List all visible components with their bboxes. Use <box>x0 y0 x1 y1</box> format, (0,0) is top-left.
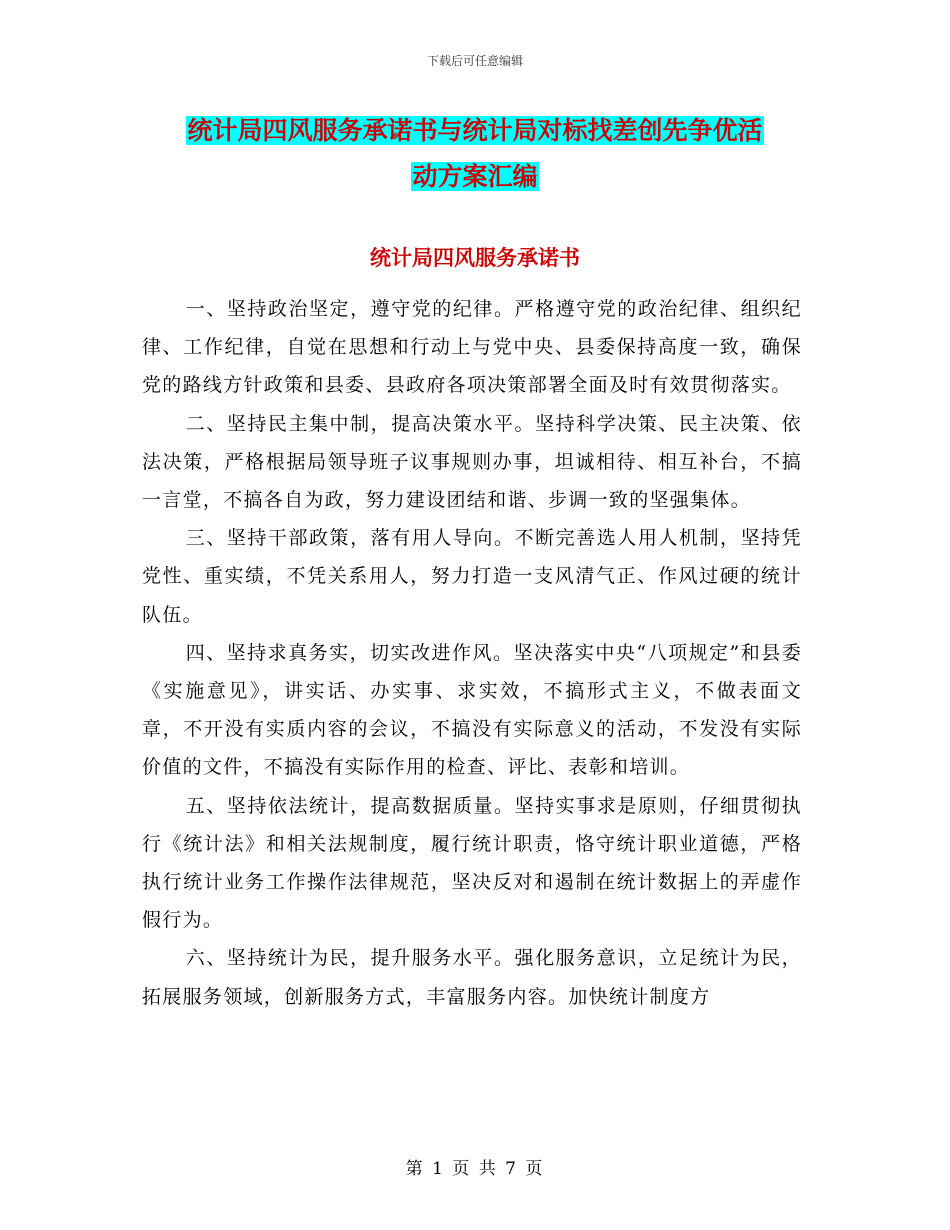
paragraph-3: 三、坚持干部政策，落有用人导向。不断完善选人用人机制，坚持凭党性、重实绩，不凭关系用人，努力打造一支风清气正、作风过硬的统计队伍。 <box>142 527 802 626</box>
paragraph-6: 六、坚持统计为民，提升服务水平。强化服务意识，立足统计为民，拓展服务领域，创新服务方式，丰富服务内容。加快统计制度方 <box>142 947 802 1008</box>
document-body <box>142 290 802 1016</box>
title-line-1: 统计局四风服务承诺书与统计局对标找差创先争优活 <box>187 116 763 145</box>
paragraph-5: 五、坚持依法统计，提高数据质量。坚持实事求是原则，仔细贯彻执行《统计法》和相关法规制度，履行统计职责，恪守统计职业道德，严格执行统计业务工作操作法律规范，坚决反对和遏制在统计数据上的弄虚作假行为。 <box>142 794 802 932</box>
document-title <box>0 108 950 200</box>
section-title: 统计局四风服务承诺书 <box>370 245 580 270</box>
title-line-2: 动方案汇编 <box>412 162 538 191</box>
page-number: 第 1 页 共 7 页 <box>405 1159 545 1179</box>
page-header-note: 下载后可任意编辑 <box>426 54 523 68</box>
paragraph-1: 一、坚持政治坚定，遵守党的纪律。严格遵守党的政治纪律、组织纪律、工作纪律，自觉在思想和行动上与党中央、县委保持高度一致，确保党的路线方针政策和县委、县政府各项决策部署全面及时有效贯彻落实。 <box>142 298 802 397</box>
paragraph-4: 四、坚持求真务实，切实改进作风。坚决落实中央“八项规定”和县委《实施意见》，讲实话、办实事、求实效，不搞形式主义，不做表面文章，不开没有实质内容的会议，不搞没有实际意义的活动，不发没有实际价值的文件，不搞没有实际作用的检查、评比、表彰和培训。 <box>142 641 802 779</box>
paragraph-2: 二、坚持民主集中制，提高决策水平。坚持科学决策、民主决策、依法决策，严格根据局领导班子议事规则办事，坦诚相待、相互补台，不搞一言堂，不搞各自为政，努力建设团结和谐、步调一致的坚强集体。 <box>142 412 802 512</box>
